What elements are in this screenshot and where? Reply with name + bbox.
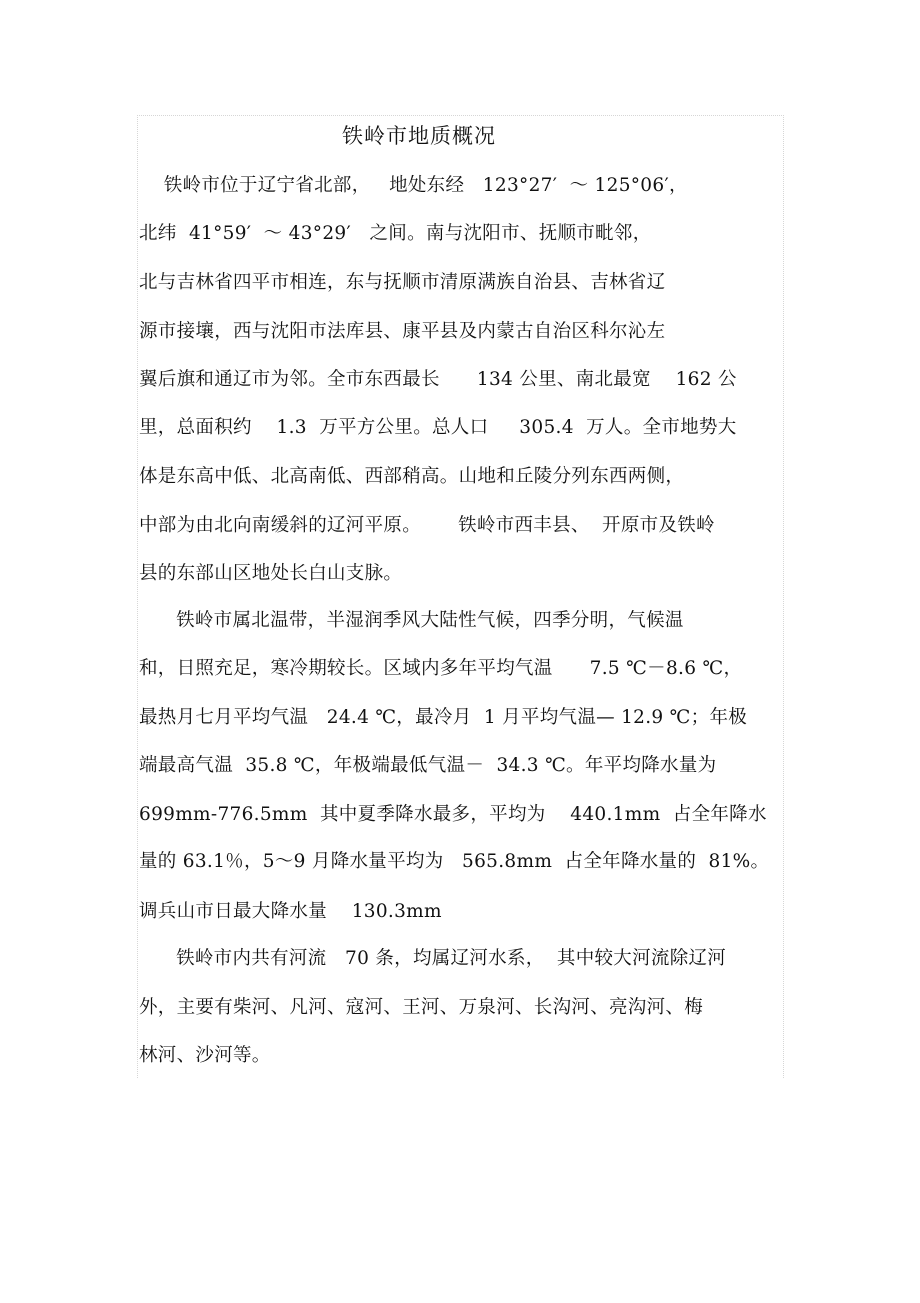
- text-line: 最热月七月平均气温 24.4 ℃，最冷月 1 月平均气温— 12.9 ℃；年极: [139, 707, 748, 728]
- text-line: 体是东高中低、北高南低、西部稍高。山地和丘陵分列东西两侧，: [139, 466, 685, 487]
- text-line: 铁岭市位于辽宁省北部， 地处东经 123°27′ ～ 125°06′，: [139, 175, 688, 196]
- document-title: 铁岭市地质概况: [342, 124, 496, 148]
- text-line: 县的东部山区地处长白山支脉。: [139, 563, 403, 584]
- text-line: 端最高气温 35.8 ℃，年极端最低气温－ 34.3 ℃。年平均降水量为: [139, 755, 717, 776]
- text-line: 铁岭市属北温带，半湿润季风大陆性气候，四季分明，气候温: [139, 610, 684, 631]
- text-line: 铁岭市内共有河流 70 条，均属辽河水系， 其中较大河流除辽河: [139, 948, 727, 969]
- text-line: 和，日照充足，寒冷期较长。区域内多年平均气温 7.5 ℃－8.6 ℃，: [139, 658, 743, 679]
- text-line: 北与吉林省四平市相连，东与抚顺市清原满族自治县、吉林省辽: [139, 272, 666, 293]
- text-line: 量的 63.1％，5～9 月降水量平均为 565.8mm 占全年降水量的 81%。: [139, 851, 770, 872]
- text-line: 源市接壤，西与沈阳市法库县、康平县及内蒙古自治区科尔沁左: [139, 321, 666, 342]
- text-line: 中部为由北向南缓斜的辽河平原。 铁岭市西丰县、 开原市及铁岭: [139, 515, 715, 536]
- text-line: 里，总面积约 1.3 万平方公里。总人口 305.4 万人。全市地势大: [139, 417, 737, 438]
- page-frame: [137, 115, 784, 1078]
- text-line: 翼后旗和通辽市为邻。全市东西最长 134 公里、南北最宽 162 公: [139, 369, 737, 390]
- text-line: 调兵山市日最大降水量 130.3mm: [139, 901, 442, 922]
- text-line: 外，主要有柴河、凡河、寇河、王河、万泉河、长沟河、亮沟河、梅: [139, 997, 704, 1018]
- text-line: 北纬 41°59′ ～ 43°29′ 之间。南与沈阳市、抚顺市毗邻，: [139, 223, 652, 244]
- text-line: 林河、沙河等。: [139, 1045, 271, 1066]
- text-line: 699mm-776.5mm 其中夏季降水最多，平均为 440.1mm 占全年降水: [139, 804, 767, 825]
